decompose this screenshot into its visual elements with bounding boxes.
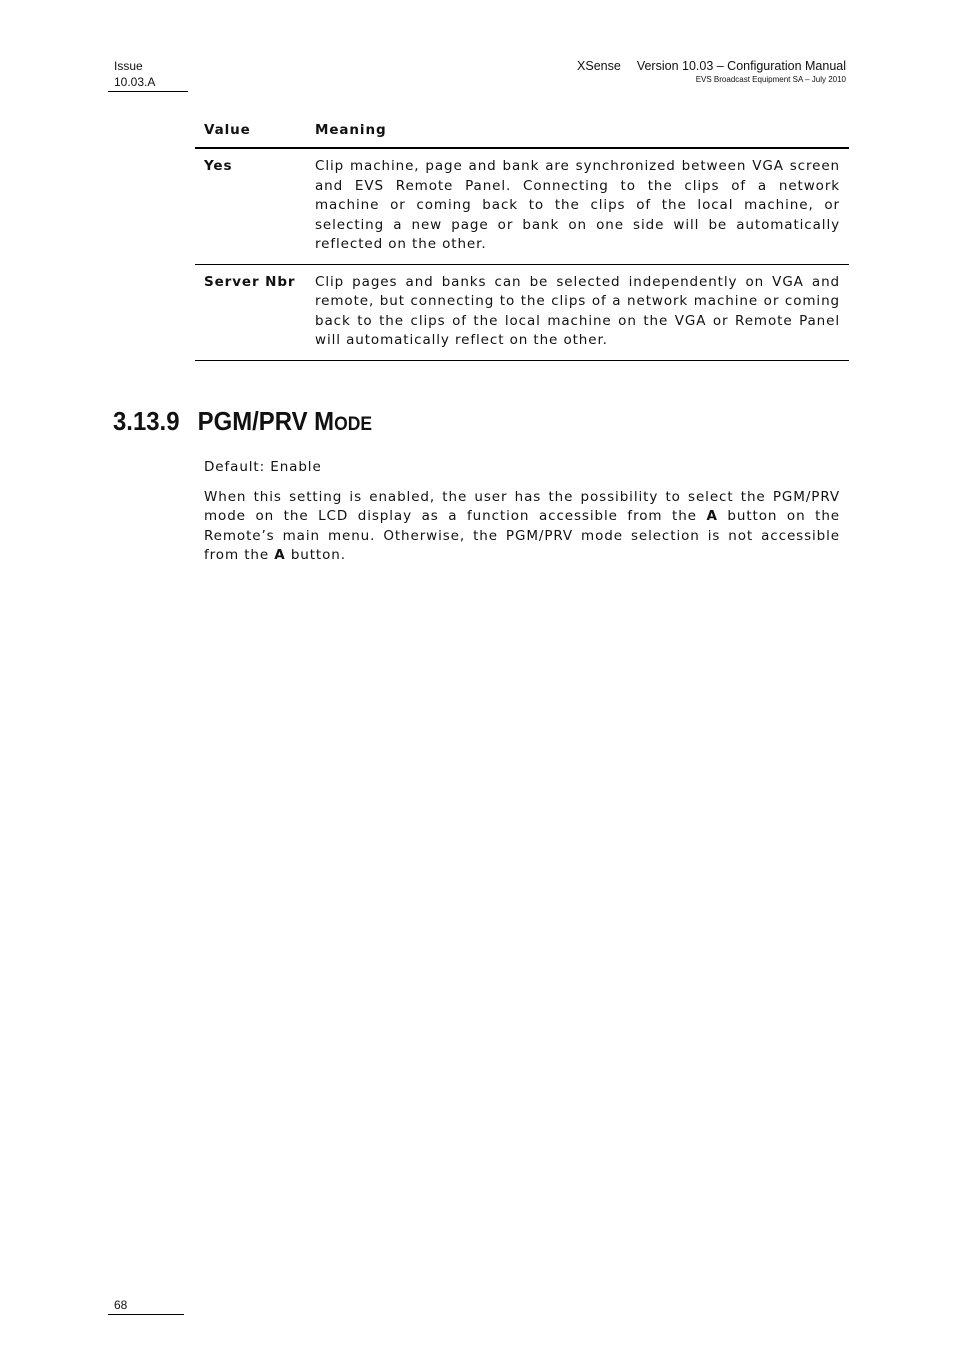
page-number: 68 (108, 1297, 184, 1315)
paragraph-text: button. (285, 547, 346, 563)
paragraph-text: button on the Remote’s main menu. Otherwise, the PGM/PRV mode selection is not accessible from the (204, 508, 840, 563)
section-number: 3.13.9 (113, 406, 180, 436)
section-title-main: PGM/PRV M (197, 406, 335, 436)
column-header-value: Value (195, 118, 306, 148)
header-issue-block (108, 58, 188, 92)
table-cell-meaning: Clip machine, page and bank are synchronized between VGA screen and EVS Remote Panel. Connecting to the clips of a network machine or coming back to the clips of the local machine, or selecting a new page or bank on one side will be automatically reflected on the other. (306, 148, 849, 264)
section-heading (113, 404, 372, 442)
product-name: XSense (577, 59, 621, 73)
column-header-meaning: Meaning (306, 118, 849, 148)
default-value-text: Default: Enable (204, 459, 322, 475)
table-cell-value: Server Nbr (195, 264, 306, 360)
table-cell-meaning: Clip pages and banks can be selected independently on VGA and remote, but connecting to the clips of a network machine or coming back to the clips of the local machine on the VGA or Remote Panel will automatically reflect on the other. (306, 264, 849, 360)
manual-title: Version 10.03 – Configuration Manual (636, 59, 846, 73)
button-label-a: A (274, 547, 286, 563)
button-label-a: A (706, 508, 718, 524)
table-row (195, 148, 849, 264)
publisher-line: EVS Broadcast Equipment SA – July 2010 (695, 75, 846, 84)
table-cell-value: Yes (195, 148, 306, 264)
paragraph-text: When this setting is enabled, the user has the possibility to select the PGM/PRV mode on the LCD display as a function accessible from the (204, 488, 840, 524)
table-row (195, 264, 849, 360)
issue-label: Issue (114, 59, 143, 73)
description-paragraph (204, 488, 840, 566)
table-header-row (195, 118, 849, 148)
header-title-block (577, 58, 846, 85)
section-title-smallcaps: ODE (334, 414, 372, 435)
value-meaning-table (195, 118, 849, 361)
header-title-line (577, 58, 846, 74)
section-body (204, 458, 840, 576)
issue-number: 10.03.A (114, 75, 156, 89)
